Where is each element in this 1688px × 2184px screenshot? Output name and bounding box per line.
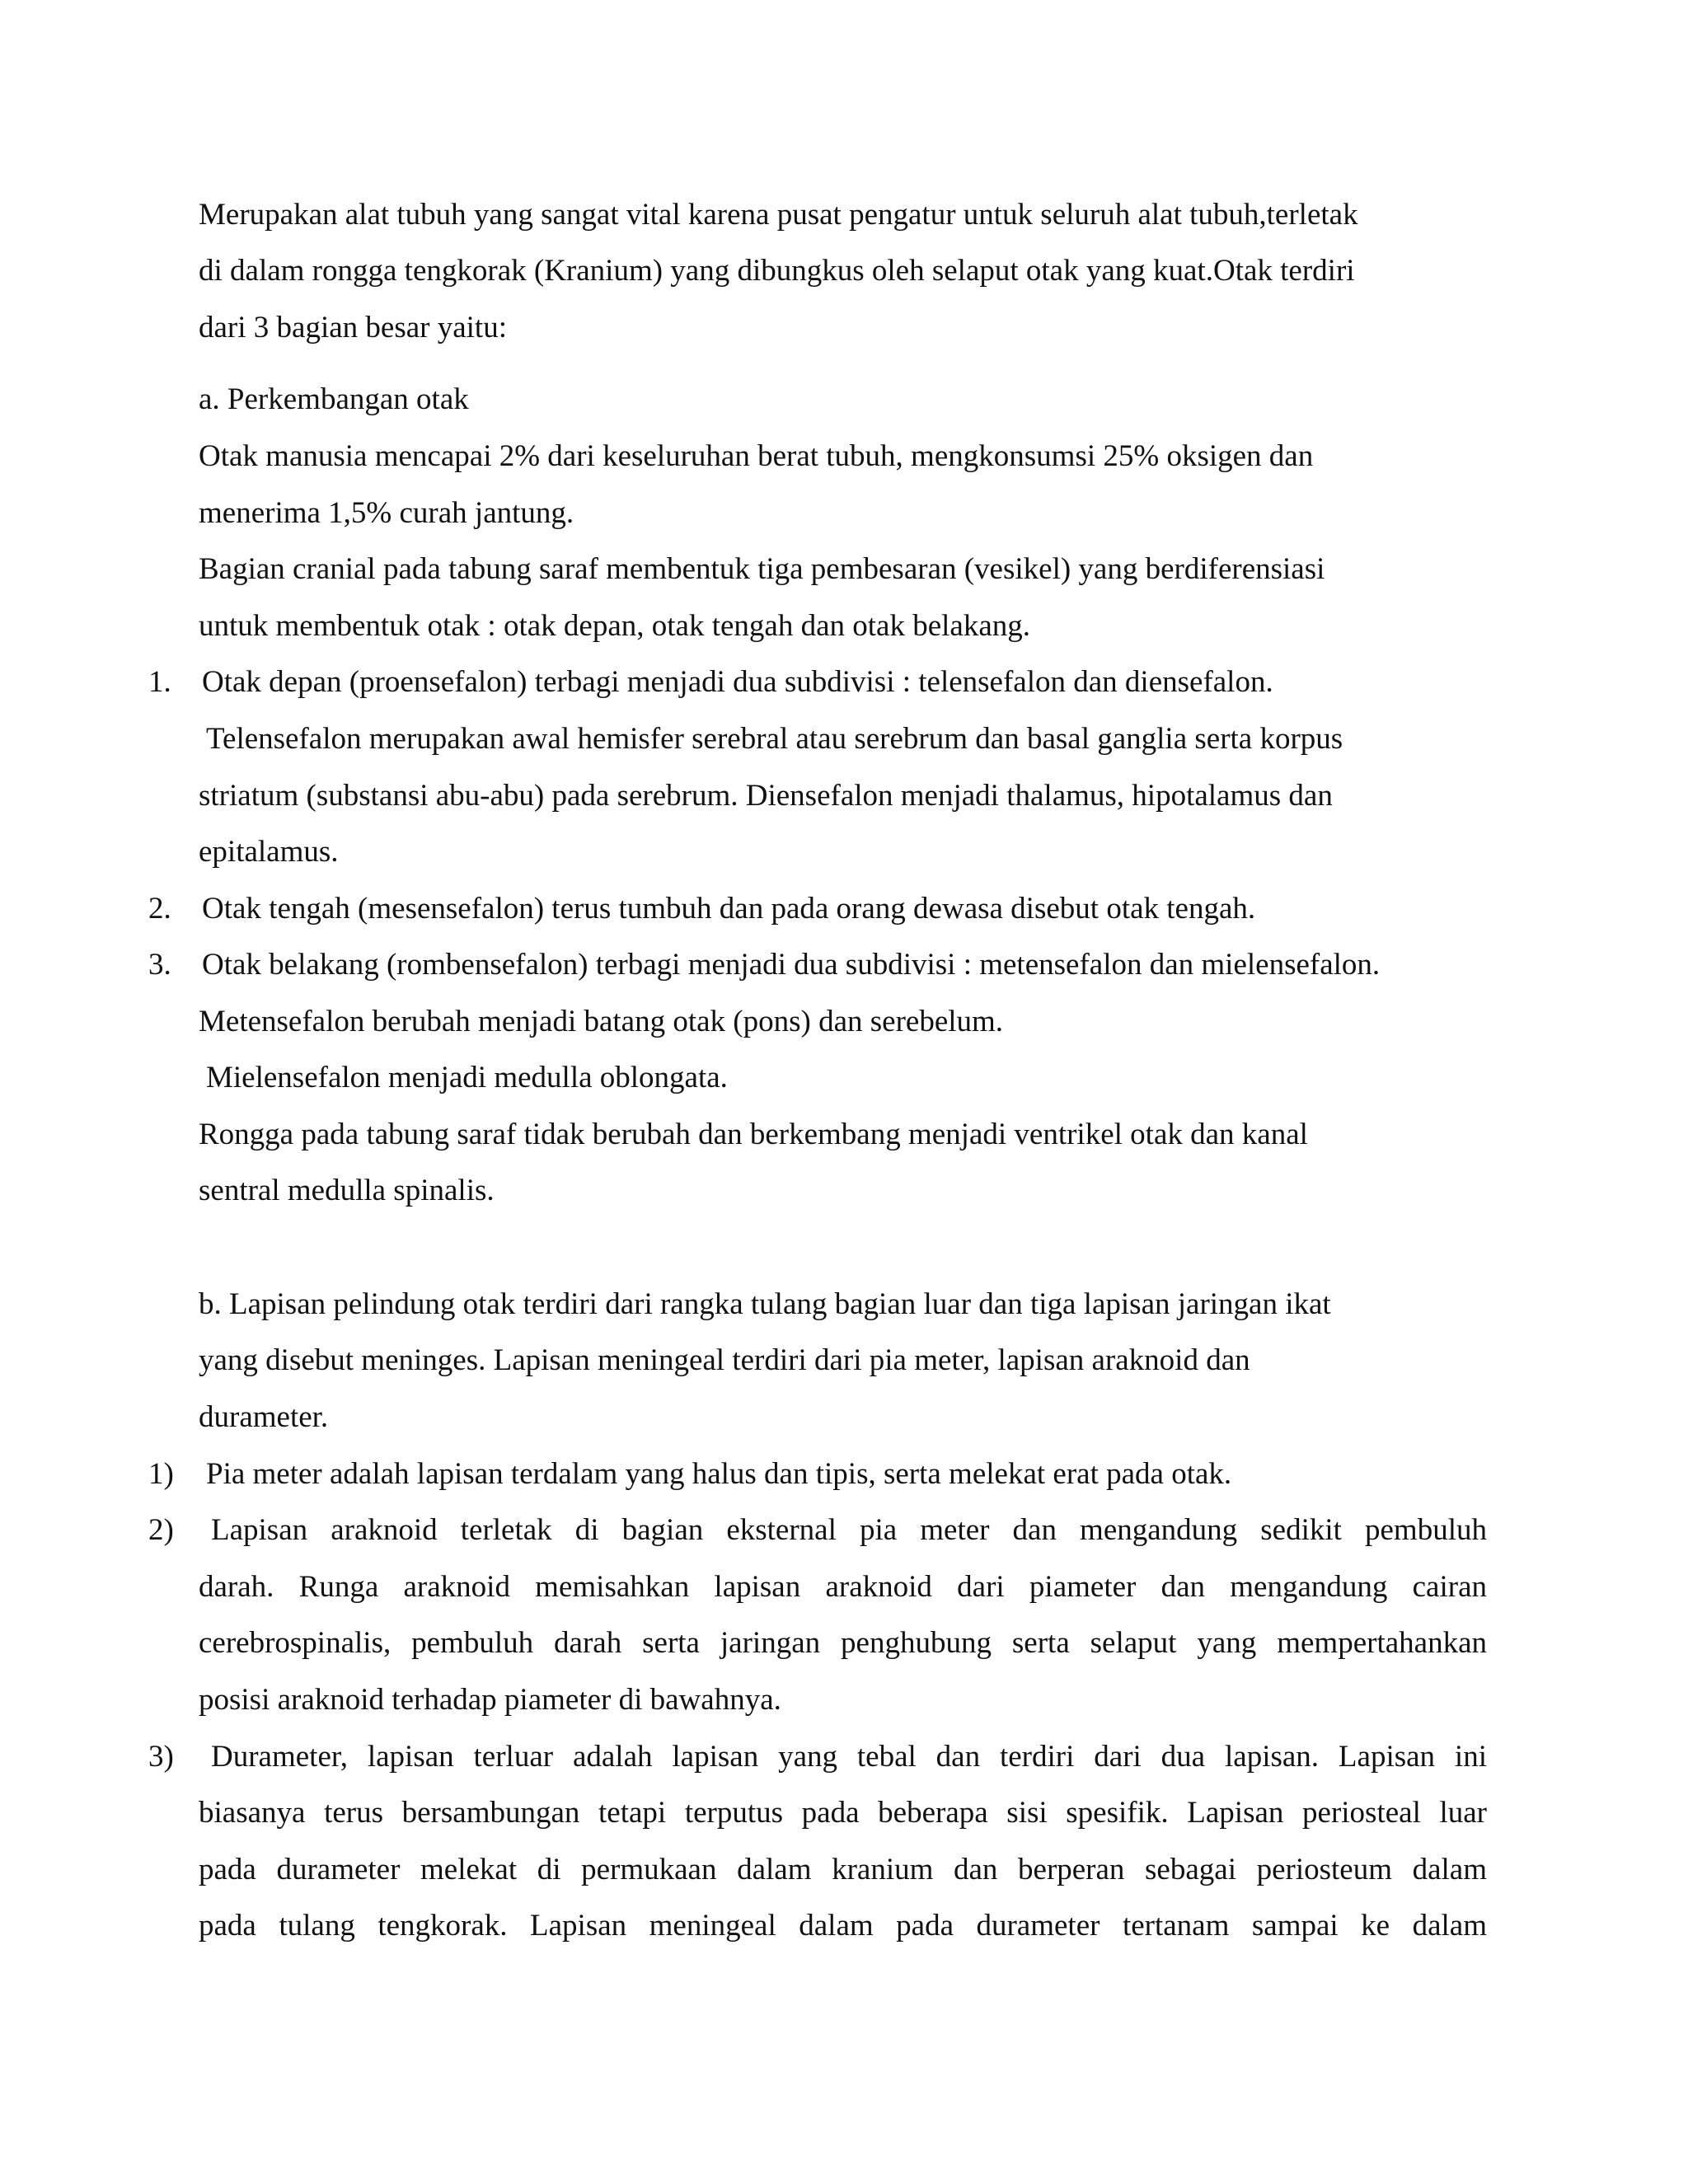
list-item-line: striatum (substansi abu-abu) pada serebrum. Diensefalon menjadi thalamus, hipotalamus dan [199,779,1333,813]
list-item-line: darah. Runga araknoid memisahkan lapisan araknoid dari piameter dan mengandung cairan [199,1570,1487,1604]
list-item-line: Pia meter adalah lapisan terdalam yang halus dan tipis, serta melekat erat pada otak. [206,1457,1232,1491]
paragraph-line: Bagian cranial pada tabung saraf membentuk tiga pembesaran (vesikel) yang berdiferensiasi [199,552,1325,586]
list-item-number: 3. [148,948,171,982]
list-item-number: 2. [148,892,171,926]
section-b-line: yang disebut meninges. Lapisan meningeal terdiri dari pia meter, lapisan araknoid dan [199,1343,1250,1377]
list-item-line: Lapisan araknoid terletak di bagian eksternal pia meter dan mengandung sedikit pembuluh [211,1513,1487,1547]
list-item-line: Otak depan (proensefalon) terbagi menjadi dua subdivisi : telensefalon dan diensefalon. [202,665,1273,699]
list-item-line: pada durameter melekat di permukaan dalam kranium dan berperan sebagai periosteum dalam [199,1853,1487,1886]
intro-line: dari 3 bagian besar yaitu: [199,311,507,344]
paragraph-line: menerima 1,5% curah jantung. [199,496,574,530]
list-item-line: Durameter, lapisan terluar adalah lapisan yang tebal dan terdiri dari dua lapisan. Lapisan ini [211,1740,1487,1774]
intro-line: Merupakan alat tubuh yang sangat vital karena pusat pengatur untuk seluruh alat tubuh,terletak [199,198,1358,232]
closing-line: Rongga pada tabung saraf tidak berubah dan berkembang menjadi ventrikel otak dan kanal [199,1118,1308,1151]
section-a-heading: a. Perkembangan otak [199,382,469,416]
list-item-number: 1. [148,665,171,699]
list-item-line: epitalamus. [199,835,339,869]
paragraph-line: Otak manusia mencapai 2% dari keseluruhan berat tubuh, mengkonsumsi 25% oksigen dan [199,439,1314,473]
list-item-line: biasanya terus bersambungan tetapi terputus pada beberapa sisi spesifik. Lapisan periosteal luar [199,1796,1487,1830]
list-item-number: 2) [148,1513,174,1547]
list-item-line: pada tulang tengkorak. Lapisan meningeal dalam pada durameter tertanam sampai ke dalam [199,1909,1487,1943]
closing-line: sentral medulla spinalis. [199,1174,495,1207]
list-item-line: Mielensefalon menjadi medulla oblongata. [206,1061,728,1094]
list-item-line: cerebrospinalis, pembuluh darah serta jaringan penghubung serta selaput yang mempertahankan [199,1626,1487,1660]
list-item-number: 1) [148,1457,174,1491]
list-item-line: Otak belakang (rombensefalon) terbagi menjadi dua subdivisi : metensefalon dan mielensefalon. [202,948,1381,982]
list-item-line: Otak tengah (mesensefalon) terus tumbuh dan pada orang dewasa disebut otak tengah. [202,892,1256,926]
intro-line: di dalam rongga tengkorak (Kranium) yang dibungkus oleh selaput otak yang kuat.Otak terdiri [199,254,1355,288]
section-b-line: durameter. [199,1400,329,1434]
list-item-number: 3) [148,1740,174,1774]
list-item-line: Metensefalon berubah menjadi batang otak (pons) dan serebelum. [199,1005,1004,1038]
list-item-line: posisi araknoid terhadap piameter di bawahnya. [199,1683,781,1717]
list-item-line: Telensefalon merupakan awal hemisfer serebral atau serebrum dan basal ganglia serta korpus [206,722,1343,756]
paragraph-line: untuk membentuk otak : otak depan, otak tengah dan otak belakang. [199,609,1030,643]
section-b-line: b. Lapisan pelindung otak terdiri dari rangka tulang bagian luar dan tiga lapisan jaringan ikat [199,1287,1331,1321]
